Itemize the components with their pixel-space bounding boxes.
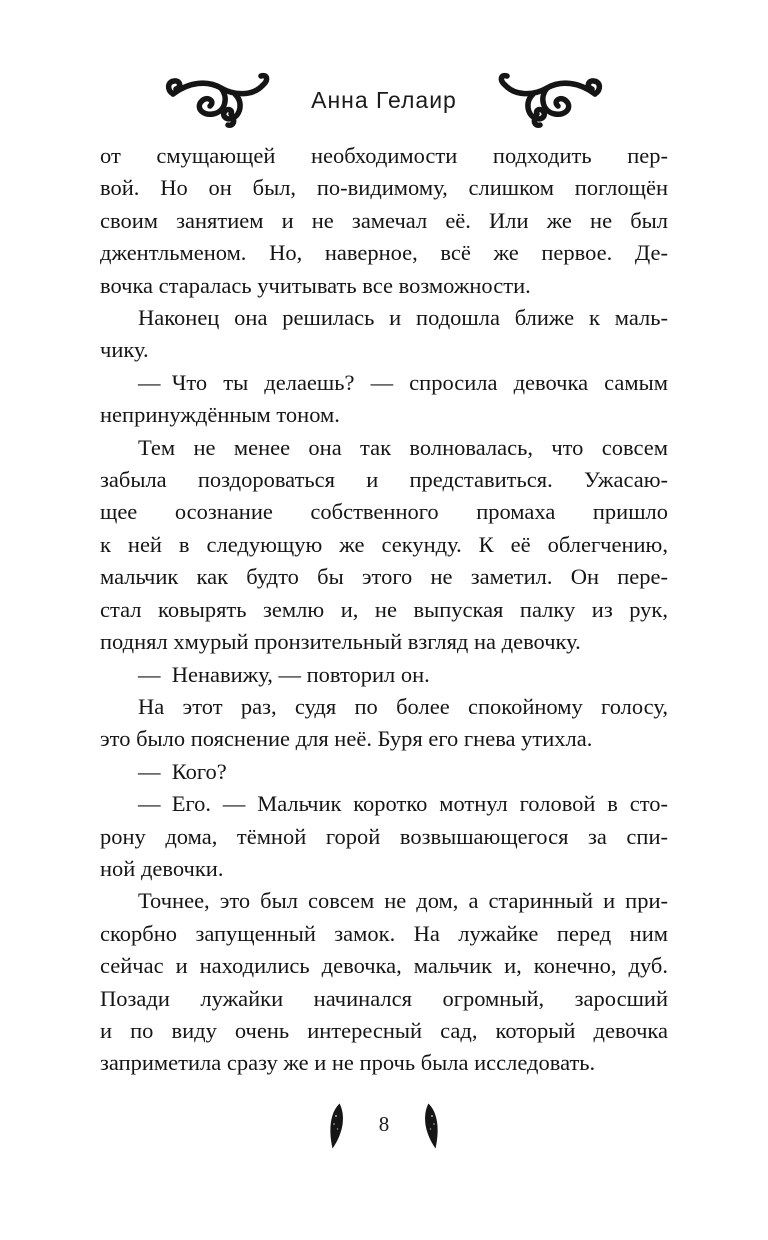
floral-flourish-icon	[163, 72, 275, 128]
author-name: Анна Гелаир	[311, 86, 457, 113]
paragraph	[100, 367, 668, 432]
page-folio	[0, 1102, 768, 1150]
text-line: — Что ты делаешь? — спросила девочка самым	[138, 369, 668, 395]
text-line: стал ковырять землю и, не выпуская палку из рук,	[100, 596, 668, 622]
leaf-icon	[325, 1102, 345, 1150]
page-number: 8	[378, 1111, 390, 1136]
leaf-mirrored-icon	[423, 1102, 443, 1150]
text-line: забыла поздороваться и представиться. Ужасаю-	[100, 467, 668, 493]
paragraph	[100, 302, 668, 367]
text-line: вочка старалась учитывать все возможности.	[100, 272, 531, 298]
text-line: — Кого?	[138, 758, 227, 784]
text-line: Наконец она решилась и подошла ближе к маль-	[138, 305, 668, 331]
text-line: это было пояснение для неё. Буря его гнева утихла.	[100, 726, 593, 752]
text-line: чику.	[100, 337, 149, 363]
text-line: к ней в следующую же секунду. К её облегчению,	[100, 531, 668, 557]
text-line: мальчик как будто бы этого не заметил. Он пере-	[100, 564, 668, 590]
text-line: своим занятием и не замечал её. Или же не был	[100, 207, 668, 233]
text-line: заприметила сразу же и не прочь была исследовать.	[100, 1050, 596, 1076]
text-line: ной девочки.	[100, 855, 224, 881]
text-line: сейчас и находились девочка, мальчик и, конечно, дуб.	[100, 953, 668, 979]
text-line: поднял хмурый пронзительный взгляд на девочку.	[100, 629, 581, 655]
body-text	[100, 140, 668, 1080]
text-line: джентльменом. Но, наверное, всё же первое. Де-	[100, 240, 668, 266]
text-line: рону дома, тёмной горой возвышающегося за спи-	[100, 823, 668, 849]
paragraph	[100, 691, 668, 756]
running-head	[0, 72, 768, 128]
text-line: непринуждённым тоном.	[100, 402, 340, 428]
text-line: от смущающей необходимости подходить пер-	[100, 143, 668, 168]
paragraph	[100, 140, 668, 302]
text-line: — Ненавижу, — повторил он.	[138, 661, 430, 687]
paragraph	[100, 756, 668, 788]
text-line: Тем не менее она так волновалась, что совсем	[138, 434, 668, 460]
floral-flourish-mirrored-icon	[493, 72, 605, 128]
text-line: щее осознание собственного промаха пришло	[100, 499, 668, 525]
paragraph	[100, 788, 668, 885]
paragraph	[100, 885, 668, 1079]
paragraph	[100, 432, 668, 659]
text-line: скорбно запущенный замок. На лужайке перед ним	[100, 920, 668, 946]
text-line: и по виду очень интересный сад, который девочка	[100, 1017, 668, 1043]
text-line: Позади лужайки начинался огромный, заросший	[100, 985, 668, 1011]
text-line: На этот раз, судя по более спокойному голосу,	[138, 693, 668, 719]
paragraph	[100, 659, 668, 691]
text-line: Точнее, это был совсем не дом, а старинный и при-	[138, 888, 668, 914]
text-line: вой. Но он был, по-видимому, слишком поглощён	[100, 175, 668, 201]
text-line: — Его. — Мальчик коротко мотнул головой в сто-	[138, 791, 668, 817]
